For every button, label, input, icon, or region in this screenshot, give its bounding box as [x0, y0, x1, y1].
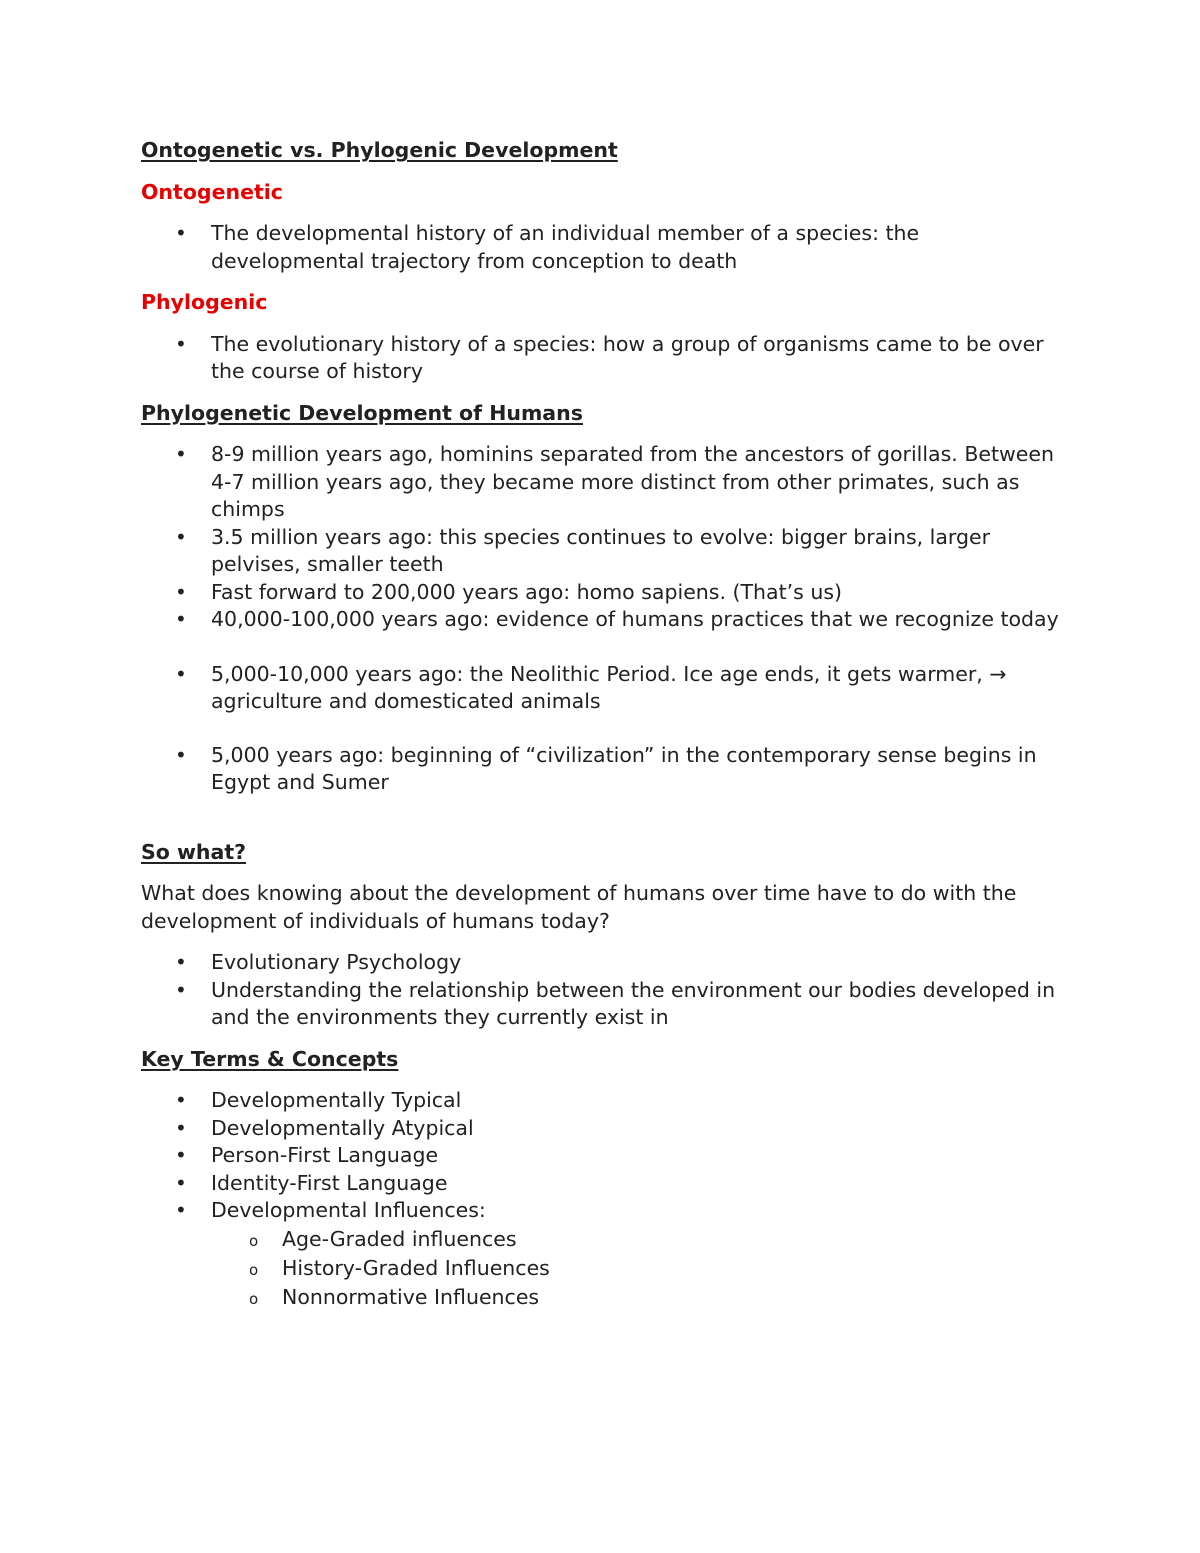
circle-bullet-icon: o	[249, 1289, 259, 1308]
circle-bullet-icon: o	[249, 1260, 259, 1279]
list-item: • Evolutionary Psychology	[141, 949, 1071, 977]
list-item: • 40,000-100,000 years ago: evidence of humans practices that we recognize today	[141, 606, 1071, 634]
bullet-icon: •	[175, 661, 187, 686]
list-item: • Identity-First Language	[141, 1170, 1071, 1198]
bullet-icon: •	[175, 1143, 187, 1167]
bullet-icon: •	[175, 331, 187, 356]
bullet-icon: •	[175, 1115, 187, 1140]
bullet-icon: •	[175, 442, 187, 466]
circle-bullet-icon: o	[249, 1231, 259, 1250]
list-item: • Understanding the relationship between the environment our bodies developed in and the environments they currently exist in	[175, 977, 1056, 1029]
list-item: • 5,000 years ago: beginning of “civilization” in the contemporary sense begins in Egypt and Sumer	[175, 742, 1037, 794]
phylogenic-list	[141, 331, 1071, 386]
bullet-icon: •	[175, 977, 187, 1002]
bullet-icon: •	[175, 607, 187, 631]
list-item: • The evolutionary history of a species: how a group of organisms came to be over the course of history	[175, 331, 1044, 383]
humans-list	[141, 441, 1071, 797]
bullet-icon: •	[175, 1088, 187, 1112]
list-item: • Developmental Influences:	[141, 1197, 1071, 1225]
sub-list-item: o Nonnormative Influences	[141, 1283, 1071, 1312]
so-what-list	[141, 949, 1071, 1032]
sub-list-item: o History-Graded Influences	[141, 1254, 1071, 1283]
list-item: • 8-9 million years ago, hominins separated from the ancestors of gorillas. Between 4-7 million years ago, they became more distinct from other primates, such as chimps	[175, 442, 1055, 521]
list-item: • Fast forward to 200,000 years ago: homo sapiens. (That’s us)	[141, 579, 1071, 607]
key-terms-list	[141, 1087, 1071, 1225]
sub-list-item: o Age-Graded influences	[141, 1225, 1071, 1254]
ontogenetic-heading: Ontogenetic	[141, 179, 283, 204]
list-item: • 5,000-10,000 years ago: the Neolithic Period. Ice age ends, it gets warmer, → agriculture and domesticated animals	[175, 661, 1007, 713]
bullet-icon: •	[175, 742, 187, 767]
bullet-icon: •	[175, 524, 187, 549]
influences-sublist	[141, 1225, 1071, 1312]
bullet-icon: •	[175, 950, 187, 974]
ontogenetic-list	[141, 220, 1071, 275]
document-title: Ontogenetic vs. Phylogenic Development	[141, 138, 618, 162]
list-item: • 3.5 million years ago: this species continues to evolve: bigger brains, larger pelvises, smaller teeth	[175, 524, 991, 576]
list-item: • Developmentally Atypical	[141, 1115, 1071, 1143]
so-what-heading: So what?	[141, 839, 247, 864]
bullet-icon: •	[175, 221, 187, 245]
bullet-icon: •	[175, 1198, 187, 1222]
so-what-question: What does knowing about the development of humans over time have to do with the development of individuals of humans today?	[141, 881, 1017, 933]
phylogenic-heading: Phylogenic	[141, 290, 268, 314]
list-item: • The developmental history of an individual member of a species: the developmental trajectory from conception to death	[175, 221, 920, 273]
bullet-icon: •	[175, 579, 187, 604]
list-item: • Developmentally Typical	[141, 1087, 1071, 1115]
list-item: • Person-First Language	[141, 1142, 1071, 1170]
key-terms-heading: Key Terms & Concepts	[141, 1046, 399, 1071]
bullet-icon: •	[175, 1170, 187, 1195]
document-page	[141, 137, 1071, 1312]
humans-heading: Phylogenetic Development of Humans	[141, 400, 583, 425]
